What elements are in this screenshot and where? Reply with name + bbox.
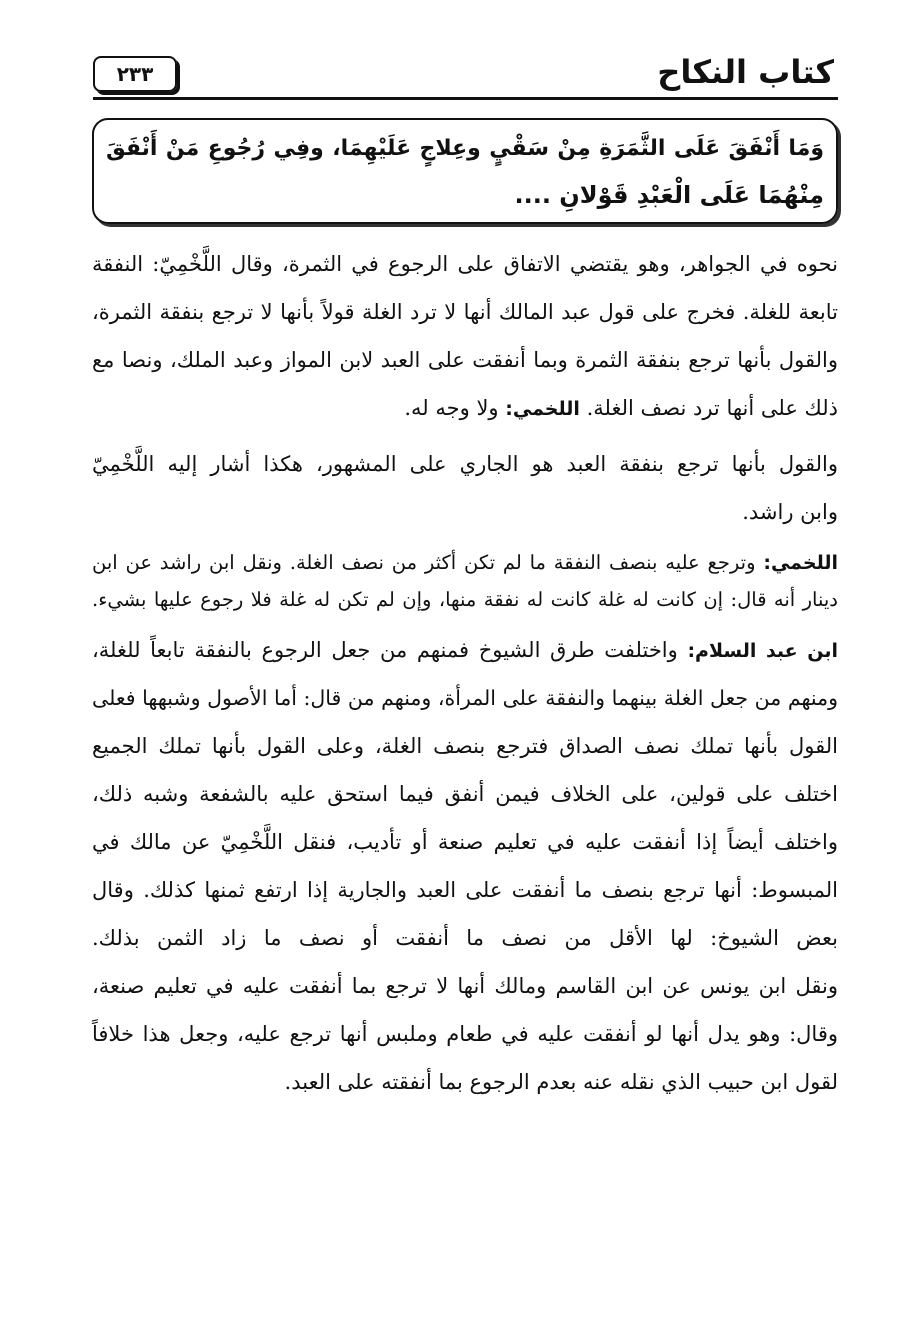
paragraph-text: واختلفت طرق الشيوخ فمنهم من جعل الرجوع بالنفقة تابعاً للغلة،	[92, 638, 678, 662]
page-number: ٢٣٣	[93, 56, 177, 92]
paragraph-1	[92, 240, 838, 432]
paragraph-line: دينار أنه قال: إن كانت له غلة كانت له نفقة منها، وإن لم تكن له غلة فلا رجوع عليها بشيء.	[92, 588, 838, 611]
paragraph-4	[92, 626, 838, 1106]
paragraph-line: نحوه في الجواهر، وهو يقتضي الاتفاق على الرجوع في الثمرة، وقال اللَّخْمِيّ: النفقة	[92, 252, 838, 276]
book-title: كتاب النكاح	[657, 53, 834, 91]
paragraph-line	[92, 384, 838, 432]
paragraph-line: وقال: وهو يدل أنها لو أنفقت عليه في طعام وملبس أنها ترجع عليه، وجعل هذا خلافاً	[92, 1022, 838, 1046]
matn-line-2: مِنْهُمَا عَلَى الْعَبْدِ قَوْلانِ ....	[514, 181, 824, 209]
paragraph-line	[92, 544, 838, 581]
paragraph-line: بعض الشيوخ: لها الأقل من نصف ما أنفقت أو نصف ما زاد الثمن بذلك.	[92, 926, 838, 950]
paragraph-3	[92, 544, 838, 618]
paragraph-line: تابعة للغلة. فخرج على قول عبد المالك أنها لا ترد الغلة قولاً بأنها لا ترجع بنفقة الثمرة،	[92, 300, 838, 324]
paragraph-line: القول بأنها تملك نصف الصداق فترجع بنصف الغلة، وعلى القول بأنها تملك الجميع	[92, 734, 838, 758]
paragraph-line: لقول ابن حبيب الذي نقله عنه بعدم الرجوع بما أنفقته على العبد.	[284, 1070, 838, 1094]
speaker-label: ابن عبد السلام:	[687, 640, 838, 662]
paragraph-line	[92, 626, 838, 674]
paragraph-line: اختلف على قولين، على الخلاف فيمن أنفق فيما استحق عليه بالشفعة وشبه ذلك،	[92, 782, 838, 806]
paragraph-line: والقول بأنها ترجع بنفقة الثمرة وبما أنفقت على العبد لابن المواز وعبد الملك، ونصا مع	[92, 348, 838, 372]
matn-line-1: وَمَا أَنْفَقَ عَلَى الثَّمَرَةِ مِنْ سَقْيٍ وعِلاجٍ عَلَيْهِمَا، وفِي رُجُوعِ مَنْ أَنْفَقَ	[106, 136, 824, 161]
paragraph-2	[92, 440, 838, 536]
matn-box	[92, 118, 838, 224]
paragraph-line: والقول بأنها ترجع بنفقة العبد هو الجاري على المشهور، هكذا أشار إليه اللَّخْمِيّ	[92, 452, 838, 476]
speaker-label: اللخمي:	[763, 552, 838, 574]
commentary-text	[92, 240, 838, 1106]
paragraph-text: ذلك على أنها ترد نصف الغلة.	[586, 396, 838, 420]
header-rule	[93, 97, 838, 100]
paragraph-text: ولا وجه له.	[404, 396, 499, 420]
paragraph-line: ونقل ابن يونس عن ابن القاسم ومالك أنها لا ترجع بما أنفقت عليه في تعليم صنعة،	[92, 974, 838, 998]
paragraph-line: وابن راشد.	[742, 500, 838, 524]
paragraph-line: ومنهم من جعل الغلة بينهما والنفقة على المرأة، ومنهم من قال: أما الأصول وشبهها فعلى	[92, 686, 838, 710]
paragraph-text: وترجع عليه بنصف النفقة ما لم تكن أكثر من نصف الغلة. ونقل ابن راشد عن ابن	[92, 551, 756, 574]
speaker-label: اللخمي:	[505, 398, 580, 420]
paragraph-line: المبسوط: أنها ترجع بنصف ما أنفقت على العبد والجارية إذا ارتفع ثمنها كذلك. وقال	[92, 878, 838, 902]
paragraph-line: واختلف أيضاً إذا أنفقت عليه في تعليم صنعة أو تأديب، فنقل اللَّخْمِيّ عن مالك في	[92, 830, 838, 854]
